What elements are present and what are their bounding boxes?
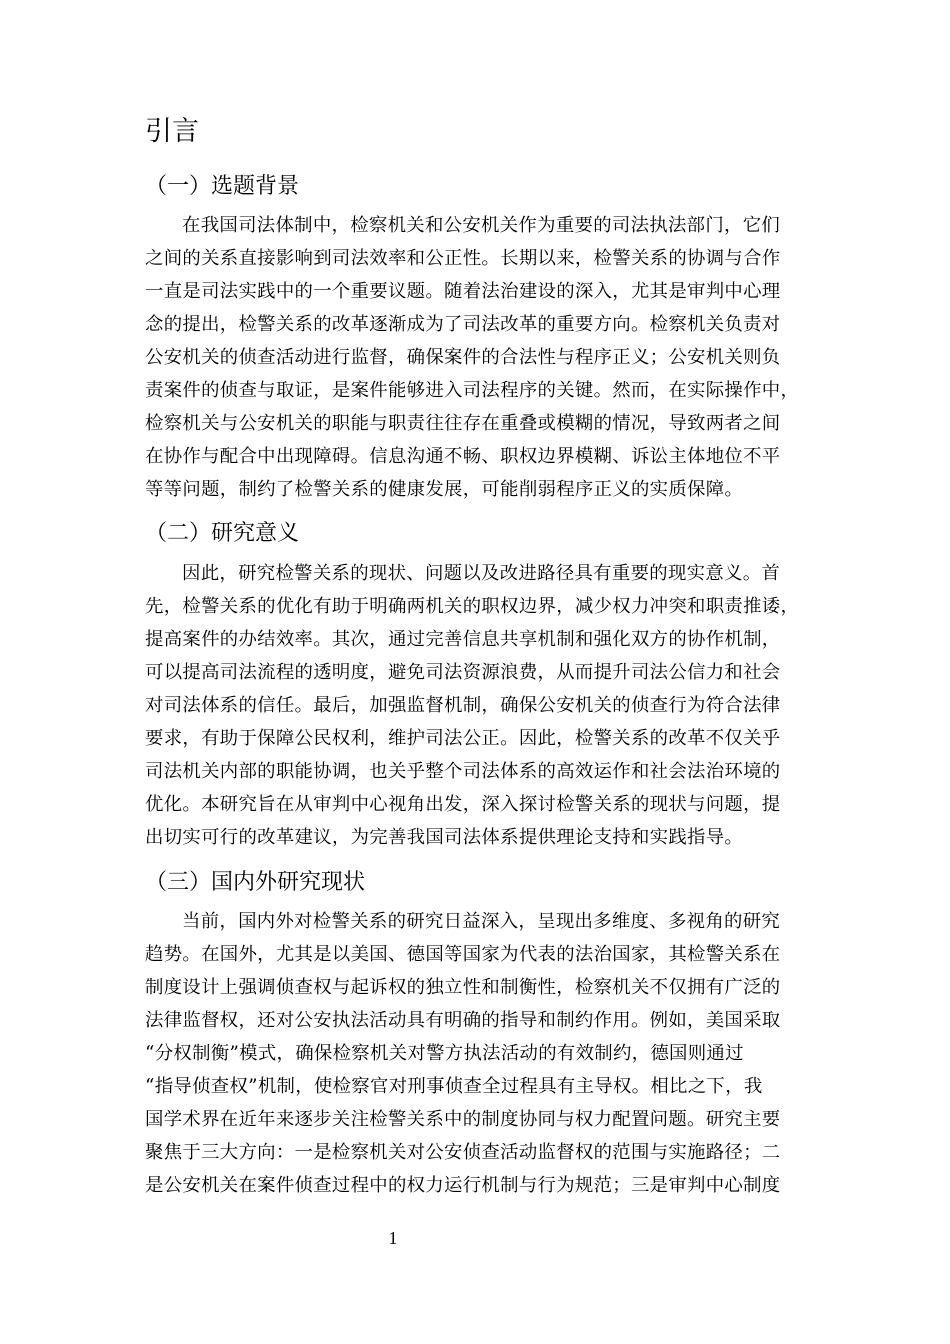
- paragraph-line: 司法机关内部的职能协调，也关乎整个司法体系的高效运作和社会法治环境的: [145, 761, 781, 782]
- paragraph-line: 检察机关与公安机关的职能与职责往往存在重叠或模糊的情况，导致两者之间: [145, 413, 781, 434]
- paragraph-line: 当前，国内外对检警关系的研究日益深入，呈现出多维度、多视角的研究: [182, 911, 781, 932]
- paragraph-line: 公安机关的侦查活动进行监督，确保案件的合法性与程序正义；公安机关则负: [145, 347, 781, 368]
- paragraph-line: 一直是司法实践中的一个重要议题。随着法治建设的深入，尤其是审判中心理: [145, 281, 781, 302]
- paragraph-line: 念的提出，检警关系的改革逐渐成为了司法改革的重要方向。检察机关负责对: [145, 314, 781, 335]
- page-number: 1: [388, 1228, 398, 1248]
- paragraph-line: 出切实可行的改革建议，为完善我国司法体系提供理论支持和实践指导。: [145, 827, 744, 848]
- paragraph-significance: [145, 557, 805, 854]
- section-heading-research-status: （三）国内外研究现状: [145, 870, 366, 895]
- paragraph-line: 在协作与配合中出现障碍。信息沟通不畅、职权边界模糊、诉讼主体地位不平: [145, 446, 781, 467]
- paragraph-line: 聚焦于三大方向：一是检察机关对公安侦查活动监督权的范围与实施路径；二: [145, 1142, 781, 1163]
- section-heading-significance: （二）研究意义: [145, 521, 300, 546]
- paragraph-line: 国学术界在近年来逐步关注检警关系中的制度协同与权力配置问题。研究主要: [145, 1109, 781, 1130]
- paragraph-line: 之间的关系直接影响到司法效率和公正性。长期以来，检警关系的协调与合作: [145, 248, 781, 269]
- paragraph-line: 因此，研究检警关系的现状、问题以及改进路径具有重要的现实意义。首: [182, 563, 781, 584]
- paragraph-research-status: [145, 905, 805, 1202]
- page-title: 引言: [145, 116, 199, 147]
- paragraph-line: 要求，有助于保障公民权利，维护司法公正。因此，检警关系的改革不仅关乎: [145, 728, 781, 749]
- paragraph-line: 优化。本研究旨在从审判中心视角出发，深入探讨检警关系的现状与问题，提: [145, 794, 781, 815]
- paragraph-line: 先，检警关系的优化有助于明确两机关的职权边界，减少权力冲突和职责推诿，: [145, 596, 800, 617]
- paragraph-line: “指导侦查权”机制，使检察官对刑事侦查全过程具有主导权。相比之下，我: [145, 1076, 763, 1097]
- paragraph-line: 责案件的侦查与取证，是案件能够进入司法程序的关键。然而，在实际操作中，: [145, 380, 800, 401]
- paragraph-line: “分权制衡”模式，确保检察机关对警方执法活动的有效制约，德国则通过: [145, 1043, 744, 1064]
- paragraph-line: 是公安机关在案件侦查过程中的权力运行机制与行为规范；三是审判中心制度: [145, 1175, 781, 1196]
- paragraph-line: 趋势。在国外，尤其是以美国、德国等国家为代表的法治国家，其检警关系在: [145, 944, 781, 965]
- paragraph-line: 在我国司法体制中，检察机关和公安机关作为重要的司法执法部门，它们: [182, 215, 781, 236]
- paragraph-line: 对司法体系的信任。最后，加强监督机制，确保公安机关的侦查行为符合法律: [145, 695, 781, 716]
- paragraph-line: 等等问题，制约了检警关系的健康发展，可能削弱程序正义的实质保障。: [145, 479, 744, 500]
- paragraph-line: 制度设计上强调侦查权与起诉权的独立性和制衡性，检察机关不仅拥有广泛的: [145, 977, 781, 998]
- section-heading-background: （一）选题背景: [145, 174, 300, 199]
- paragraph-line: 法律监督权，还对公安执法活动具有明确的指导和制约作用。例如，美国采取: [145, 1010, 781, 1031]
- paragraph-line: 提高案件的办结效率。其次，通过完善信息共享机制和强化双方的协作机制，: [145, 629, 781, 650]
- paragraph-line: 可以提高司法流程的透明度，避免司法资源浪费，从而提升司法公信力和社会: [145, 662, 781, 683]
- paragraph-background: [145, 209, 805, 506]
